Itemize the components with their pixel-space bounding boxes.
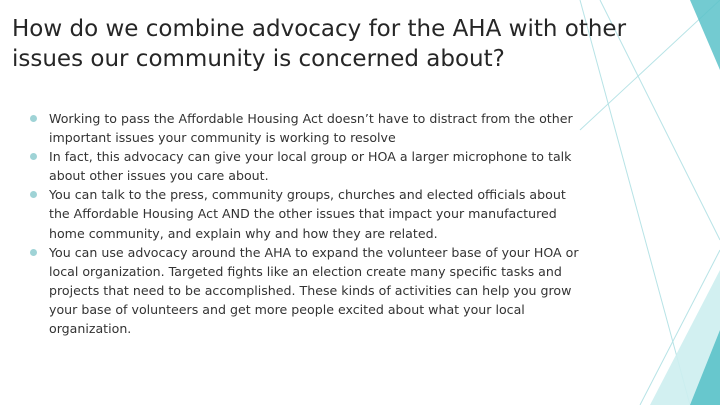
bullet-dot-icon — [30, 153, 37, 160]
slide-title: How do we combine advocacy for the AHA with other issues our community is concerned about? — [12, 16, 627, 72]
bullet-item — [30, 243, 590, 338]
bullet-text: Working to pass the Affordable Housing Act doesn’t have to distract from the other important issues your community is working to resolve — [49, 111, 573, 146]
bullet-text: In fact, this advocacy can give your local group or HOA a larger microphone to talk about other issues you care about. — [49, 149, 572, 184]
deco-triangle-top — [690, 0, 720, 70]
bullet-dot-icon — [30, 115, 37, 122]
bullet-list — [30, 109, 590, 338]
bullet-dot-icon — [30, 191, 37, 198]
bullet-dot-icon — [30, 249, 37, 256]
bullet-text: You can talk to the press, community groups, churches and elected officials about the Affordable Housing Act AND the other issues that impact your manufactured home community, and explain why and how they are related. — [49, 187, 566, 241]
bullet-item — [30, 109, 590, 147]
bullet-text: You can use advocacy around the AHA to expand the volunteer base of your HOA or local organization. Targeted fights like an election create many specific tasks and projects that need to be accomplished. These kinds of activities can help you grow your base of volunteers and get more people excited about what your local organization. — [49, 244, 579, 337]
bullet-item — [30, 185, 590, 242]
bullet-item — [30, 147, 590, 185]
